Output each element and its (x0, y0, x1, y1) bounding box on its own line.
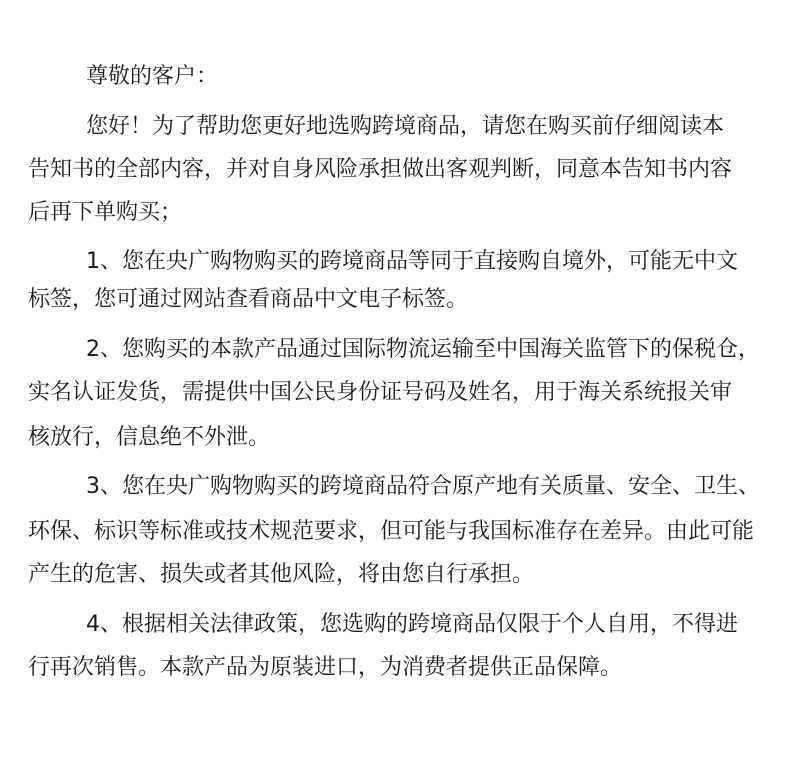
intro-line-1: 您好！为了帮助您更好地选购跨境商品，请您在购买前仔细阅读本 (86, 114, 725, 139)
item-1-line-2: 标签，您可通过网站查看商品中文电子标签。 (28, 287, 469, 312)
item-3-line-3: 产生的危害、损失或者其他风险，将由您自行承担。 (28, 562, 535, 587)
item-3-line-1: 3、您在央广购物购买的跨境商品符合原产地有关质量、安全、卫生、 (86, 474, 760, 499)
item-3-line-2: 环保、标识等标准或技术规范要求，但可能与我国标准存在差异。由此可能 (28, 519, 755, 544)
item-4-line-1: 4、根据相关法律政策，您选购的跨境商品仅限于个人自用，不得进 (86, 612, 738, 637)
item-1-line-1: 1、您在央广购物购买的跨境商品等同于直接购自境外，可能无中文 (86, 249, 738, 274)
item-4-line-2: 行再次销售。本款产品为原装进口，为消费者提供正品保障。 (28, 655, 623, 680)
intro-line-3: 后再下单购买； (28, 200, 183, 225)
intro-line-2: 告知书的全部内容，并对自身风险承担做出客观判断，同意本告知书内容 (28, 157, 733, 182)
item-2-line-1: 2、您购买的本款产品通过国际物流运输至中国海关监管下的保税仓， (86, 337, 760, 362)
item-2-line-3: 核放行，信息绝不外泄。 (28, 425, 271, 450)
greeting: 尊敬的客户： (86, 64, 219, 89)
item-2-line-2: 实名认证发货，需提供中国公民身份证号码及姓名，用于海关系统报关审 (28, 380, 733, 405)
